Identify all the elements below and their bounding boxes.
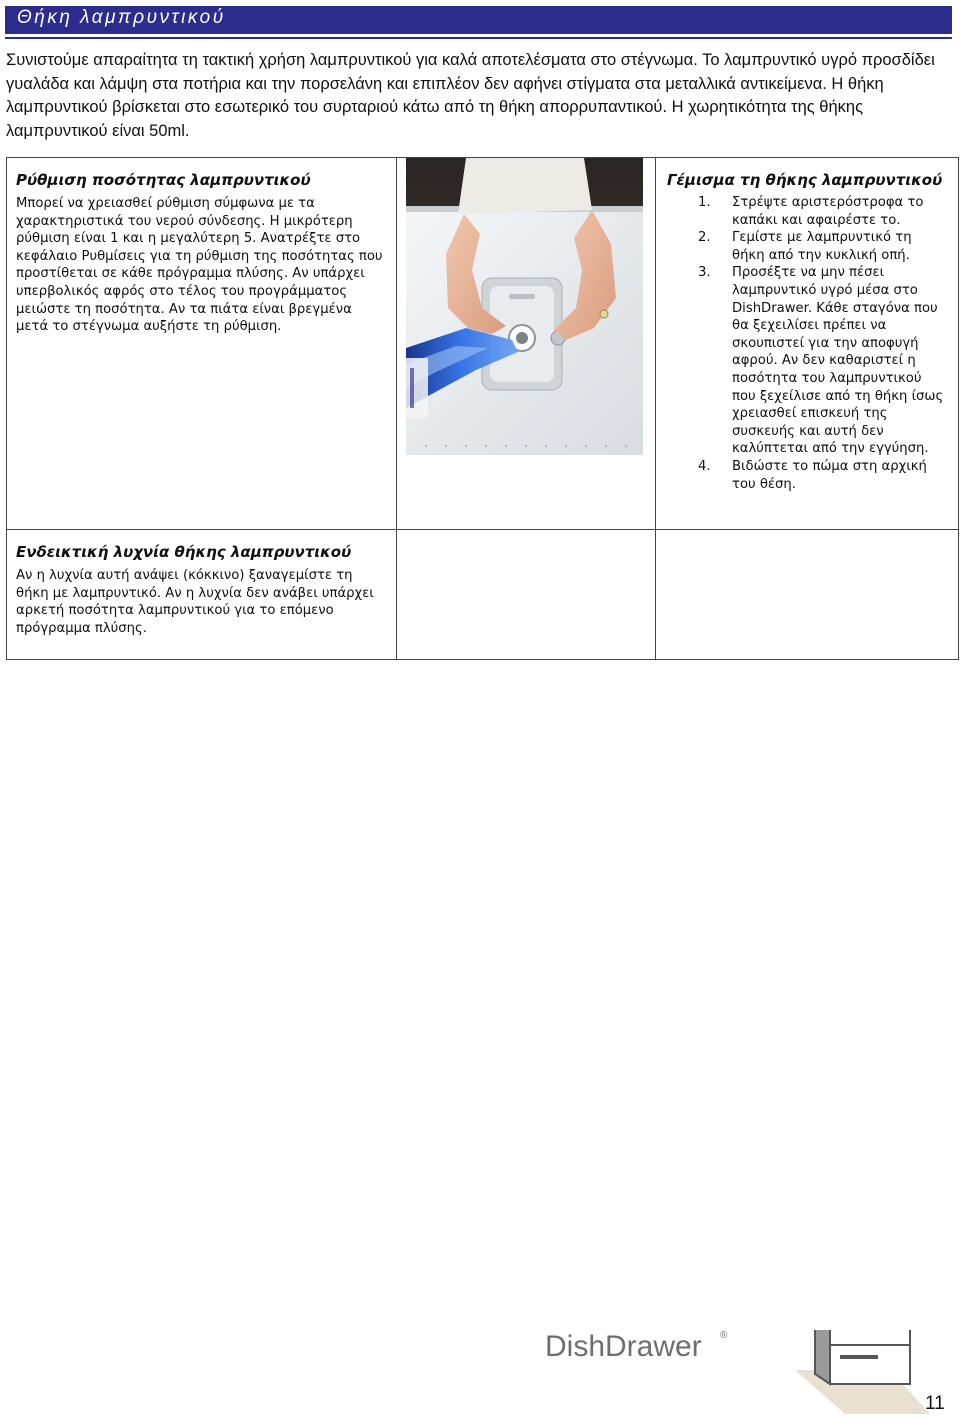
step-text: Γεμίστε με λαμπρυντικό τη θήκη από την κυκλική οπή. <box>732 230 912 263</box>
step-text: Προσέξτε να μην πέσει λαμπρυντικό υγρό μέσα στο DishDrawer. Κάθε σταγόνα που θα ξεχειλίσει πρέπει να σκουπιστεί για την αποφυγή αφρού. Αν δεν καθαριστεί η ποσότητα του λαμπρυντικού που ξεχείλισε από τη θήκη ίσως χρειασθεί επισκευή της συσκευής και αυτή δεν καλύπτεται από την εγγύηση. <box>732 265 944 457</box>
step-text: Στρέψτε αριστερόστροφα το καπάκι και αφαιρέστε το. <box>732 195 924 228</box>
brand-name: DishDrawer <box>545 1330 702 1363</box>
list-item <box>667 194 947 229</box>
section-header-bar <box>5 6 952 34</box>
list-item <box>667 264 947 458</box>
list-item <box>667 458 947 493</box>
intro-paragraph: Συνιστούμε απαραίτητα τη τακτική χρήση λαμπρυντικού για καλά αποτελέσματα στο στέγνωμα. Το λαμπρυντικό υγρό προσδίδει γυαλάδα και λάμψη στα ποτήρια και την πορσελάνη και επιπλέον δεν αφήνει στίγματα στα μεταλλικά αντικείμενα. Η θήκη λαμπρυντικού βρίσκεται στο εσωτερικό του συρταριού κάτω από τη θήκη απορρυπαντικού. Η χωρητικότητα της θήκης λαμπρυντικού είναι 50ml. <box>6 51 935 140</box>
table-border-bottom <box>6 659 959 660</box>
photo-illustration <box>406 158 643 455</box>
fill-title: Γέμισμα τη θήκης λαμπρυντικού <box>667 171 943 189</box>
table-divider-2 <box>655 157 656 660</box>
table-divider-1 <box>396 157 397 660</box>
dishdrawer-logo <box>545 1330 945 1418</box>
dishdrawer-logo-graphic <box>545 1330 945 1414</box>
step-number: 3. <box>698 265 711 281</box>
rinse-aid-filling-photo <box>406 158 643 455</box>
indicator-text: Αν η λυχνία αυτή ανάψει (κόκκινο) ξαναγεμίστε τη θήκη με λαμπρυντικό. Αν η λυχνία δεν ανάβει υπάρχει αρκετή ποσότητα λαμπρυντικού για το επόμενο πρόγραμμα πλύσης. <box>16 568 374 636</box>
section-title: Θήκη λαμπρυντικού <box>17 7 226 28</box>
indicator-title: Ενδεικτική λυχνία θήκης λαμπρυντικού <box>16 543 352 561</box>
step-number: 2. <box>698 230 711 246</box>
fill-steps-list <box>667 194 947 493</box>
page-number: 11 <box>925 1393 945 1414</box>
step-number: 4. <box>698 458 711 474</box>
registered-mark: ® <box>720 1330 728 1341</box>
list-item <box>667 229 947 264</box>
step-text: Βιδώστε το πώμα στη αρχική του θέση. <box>732 458 927 492</box>
table-border-right <box>958 157 959 660</box>
step-number: 1. <box>698 195 711 210</box>
table-border-left <box>6 157 7 660</box>
adjust-title: Ρύθμιση ποσότητας λαμπρυντικού <box>16 171 311 189</box>
table-row-divider <box>6 529 959 530</box>
header-rule <box>5 37 952 39</box>
adjust-text: Μπορεί να χρειασθεί ρύθμιση σύμφωνα με τα χαρακτηριστικά του νερού σύνδεσης. Η μικρότερη ρύθμιση είναι 1 και η μεγαλύτερη 5. Ανατρέξτε στο κεφάλαιο Ρυθμίσεις για τη ρύθμιση της ποσότητας που προστίθεται σε κάθε πρόγραμμα πλύσης. Αν υπάρχει υπερβολικός αφρός στο τέλος του προγράμματος μειώστε τη ποσότητα. Αν τα πιάτα είναι βρεγμένα μετά το στέγνωμα αυξήστε τη ρύθμιση. <box>16 196 383 335</box>
